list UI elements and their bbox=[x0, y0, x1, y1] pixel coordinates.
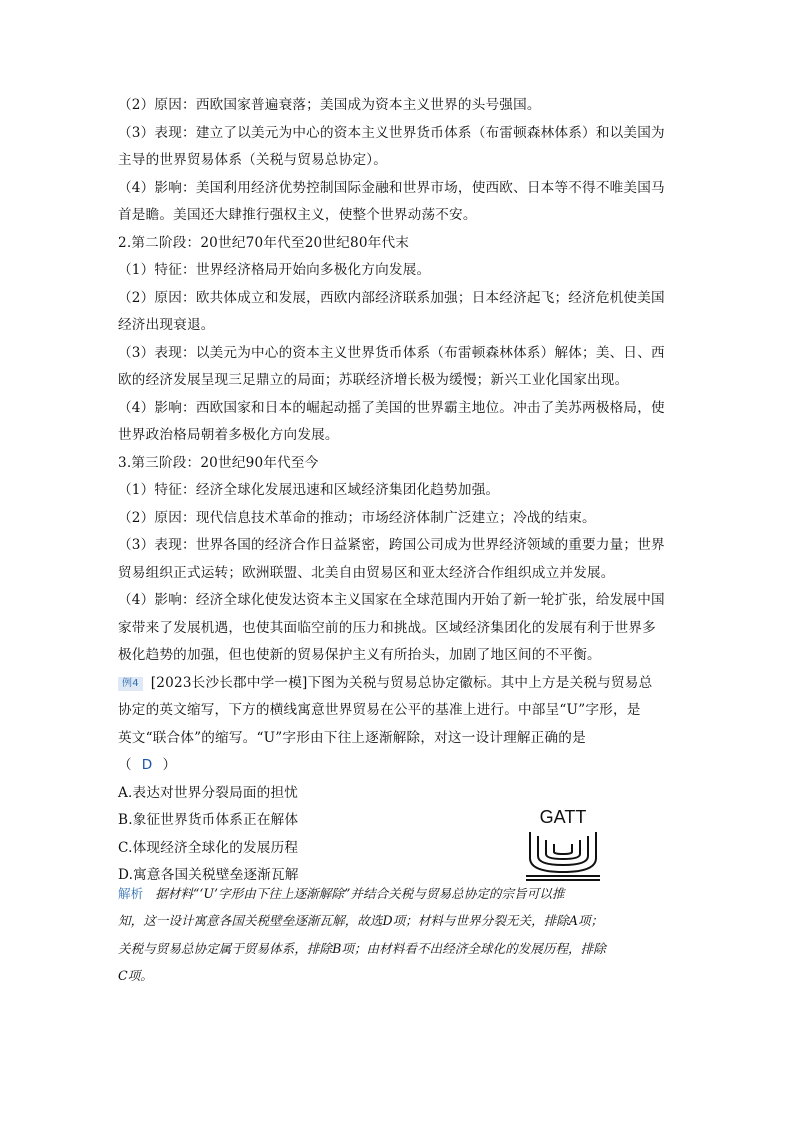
text-line: （4）影响：经济全球化使发达资本主义国家在全球范围内开始了新一轮扩张，给发展中国 bbox=[118, 592, 665, 608]
example-question-line: 协定的英文缩写，下方的横线寓意世界贸易在公平的基准上进行。中部呈“U”字形，是 bbox=[118, 702, 641, 718]
analysis-line bbox=[118, 880, 680, 907]
gatt-logo bbox=[520, 806, 606, 882]
section-heading: 3.第三阶段：20世纪90年代至今 bbox=[118, 455, 319, 471]
gatt-u-shape bbox=[530, 832, 596, 872]
text-line: 主导的世界贸易体系（关税与贸易总协定）。 bbox=[118, 152, 388, 168]
example-question-line: 英文“联合体”的缩写。“U”字形由下往上逐渐解除，对这一设计理解正确的是 bbox=[118, 730, 586, 746]
paren-close: ） bbox=[162, 757, 177, 773]
text-line: 世界政治格局朝着多极化方向发展。 bbox=[118, 427, 339, 443]
text-line: 家带来了发展机遇，也使其面临空前的压力和挑战。区域经济集团化的发展有利于世界多 bbox=[118, 620, 656, 636]
text-line: （4）影响：西欧国家和日本的崛起动摇了美国的世界霸主地位。冲击了美苏两极格局，使 bbox=[118, 400, 665, 416]
text-line: （2）原因：欧共体成立和发展，西欧内部经济联系加强；日本经济起飞；经济危机使美国 bbox=[118, 290, 665, 306]
analysis-text: 据材料“‘U’字形由下往上逐渐解除”并结合关税与贸易总协定的宗旨可以推 bbox=[155, 886, 565, 901]
text-line: 极化趋势的加强，但也使新的贸易保护主义有所抬头，加剧了地区间的不平衡。 bbox=[118, 647, 601, 663]
gatt-logo-text: GATT bbox=[539, 807, 587, 827]
example-tag: 例4 bbox=[118, 677, 143, 691]
text-line: 欧的经济发展呈现三足鼎立的局面；苏联经济增长极为缓慢；新兴工业化国家出现。 bbox=[118, 372, 629, 388]
text-line: （2）原因：西欧国家普遍衰落；美国成为资本主义世界的头号强国。 bbox=[118, 97, 541, 113]
paren-open: （ bbox=[118, 757, 132, 773]
analysis-line: 知，这一设计寓意各国关税壁垒逐渐瓦解，故选D项；材料与世界分裂无关，排除A项； bbox=[118, 913, 604, 928]
answer-bracket bbox=[118, 756, 678, 774]
text-line: （4）影响：美国利用经济优势控制国际金融和世界市场，使西欧、日本等不得不唯美国马 bbox=[118, 180, 665, 196]
option-b: B.象征世界货币体系正在解体 bbox=[118, 812, 299, 828]
text-line: （2）原因：现代信息技术革命的推动；市场经济体制广泛建立；冷战的结束。 bbox=[118, 510, 596, 526]
option-d: D.寓意各国关税壁垒逐渐瓦解 bbox=[118, 867, 299, 883]
text-line: （3）表现：建立了以美元为中心的资本主义世界货币体系（布雷顿森林体系）和以美国为 bbox=[118, 125, 665, 141]
analysis-label: 解析 bbox=[118, 886, 144, 901]
text-line: （1）特征：世界经济格局开始向多极化方向发展。 bbox=[118, 262, 431, 278]
answer-letter: D bbox=[141, 757, 153, 773]
text-line: （1）特征：经济全球化发展迅速和区域经济集团化趋势加强。 bbox=[118, 482, 500, 498]
analysis-line: C项。 bbox=[118, 968, 153, 983]
text-line: 贸易组织正式运转；欧洲联盟、北美自由贸易区和亚太经济合作组织成立并发展。 bbox=[118, 565, 615, 581]
text-line: （3）表现：世界各国的经济合作日益紧密，跨国公司成为世界经济领域的重要力量；世界 bbox=[118, 537, 665, 553]
analysis-line: 关税与贸易总协定属于贸易体系，排除B项；由材料看不出经济全球化的发展历程，排除 bbox=[118, 941, 606, 956]
text-line: （3）表现：以美元为中心的资本主义世界货币体系（布雷顿森林体系）解体；美、日、西 bbox=[118, 345, 665, 361]
text-line: 首是瞻。美国还大肆推行强权主义，使整个世界动荡不安。 bbox=[118, 207, 477, 223]
example-stem-text: [2023长沙长郡中学一模]下图为关税与贸易总协定徽标。其中上方是关税与贸易总 bbox=[150, 675, 653, 691]
option-a: A.表达对世界分裂局面的担忧 bbox=[118, 785, 299, 801]
text-line: 经济出现衰退。 bbox=[118, 317, 215, 333]
example-question-line bbox=[118, 674, 678, 692]
section-heading: 2.第二阶段：20世纪70年代至20世纪80年代末 bbox=[118, 235, 410, 251]
option-c: C.体现经济全球化的发展历程 bbox=[118, 840, 299, 856]
